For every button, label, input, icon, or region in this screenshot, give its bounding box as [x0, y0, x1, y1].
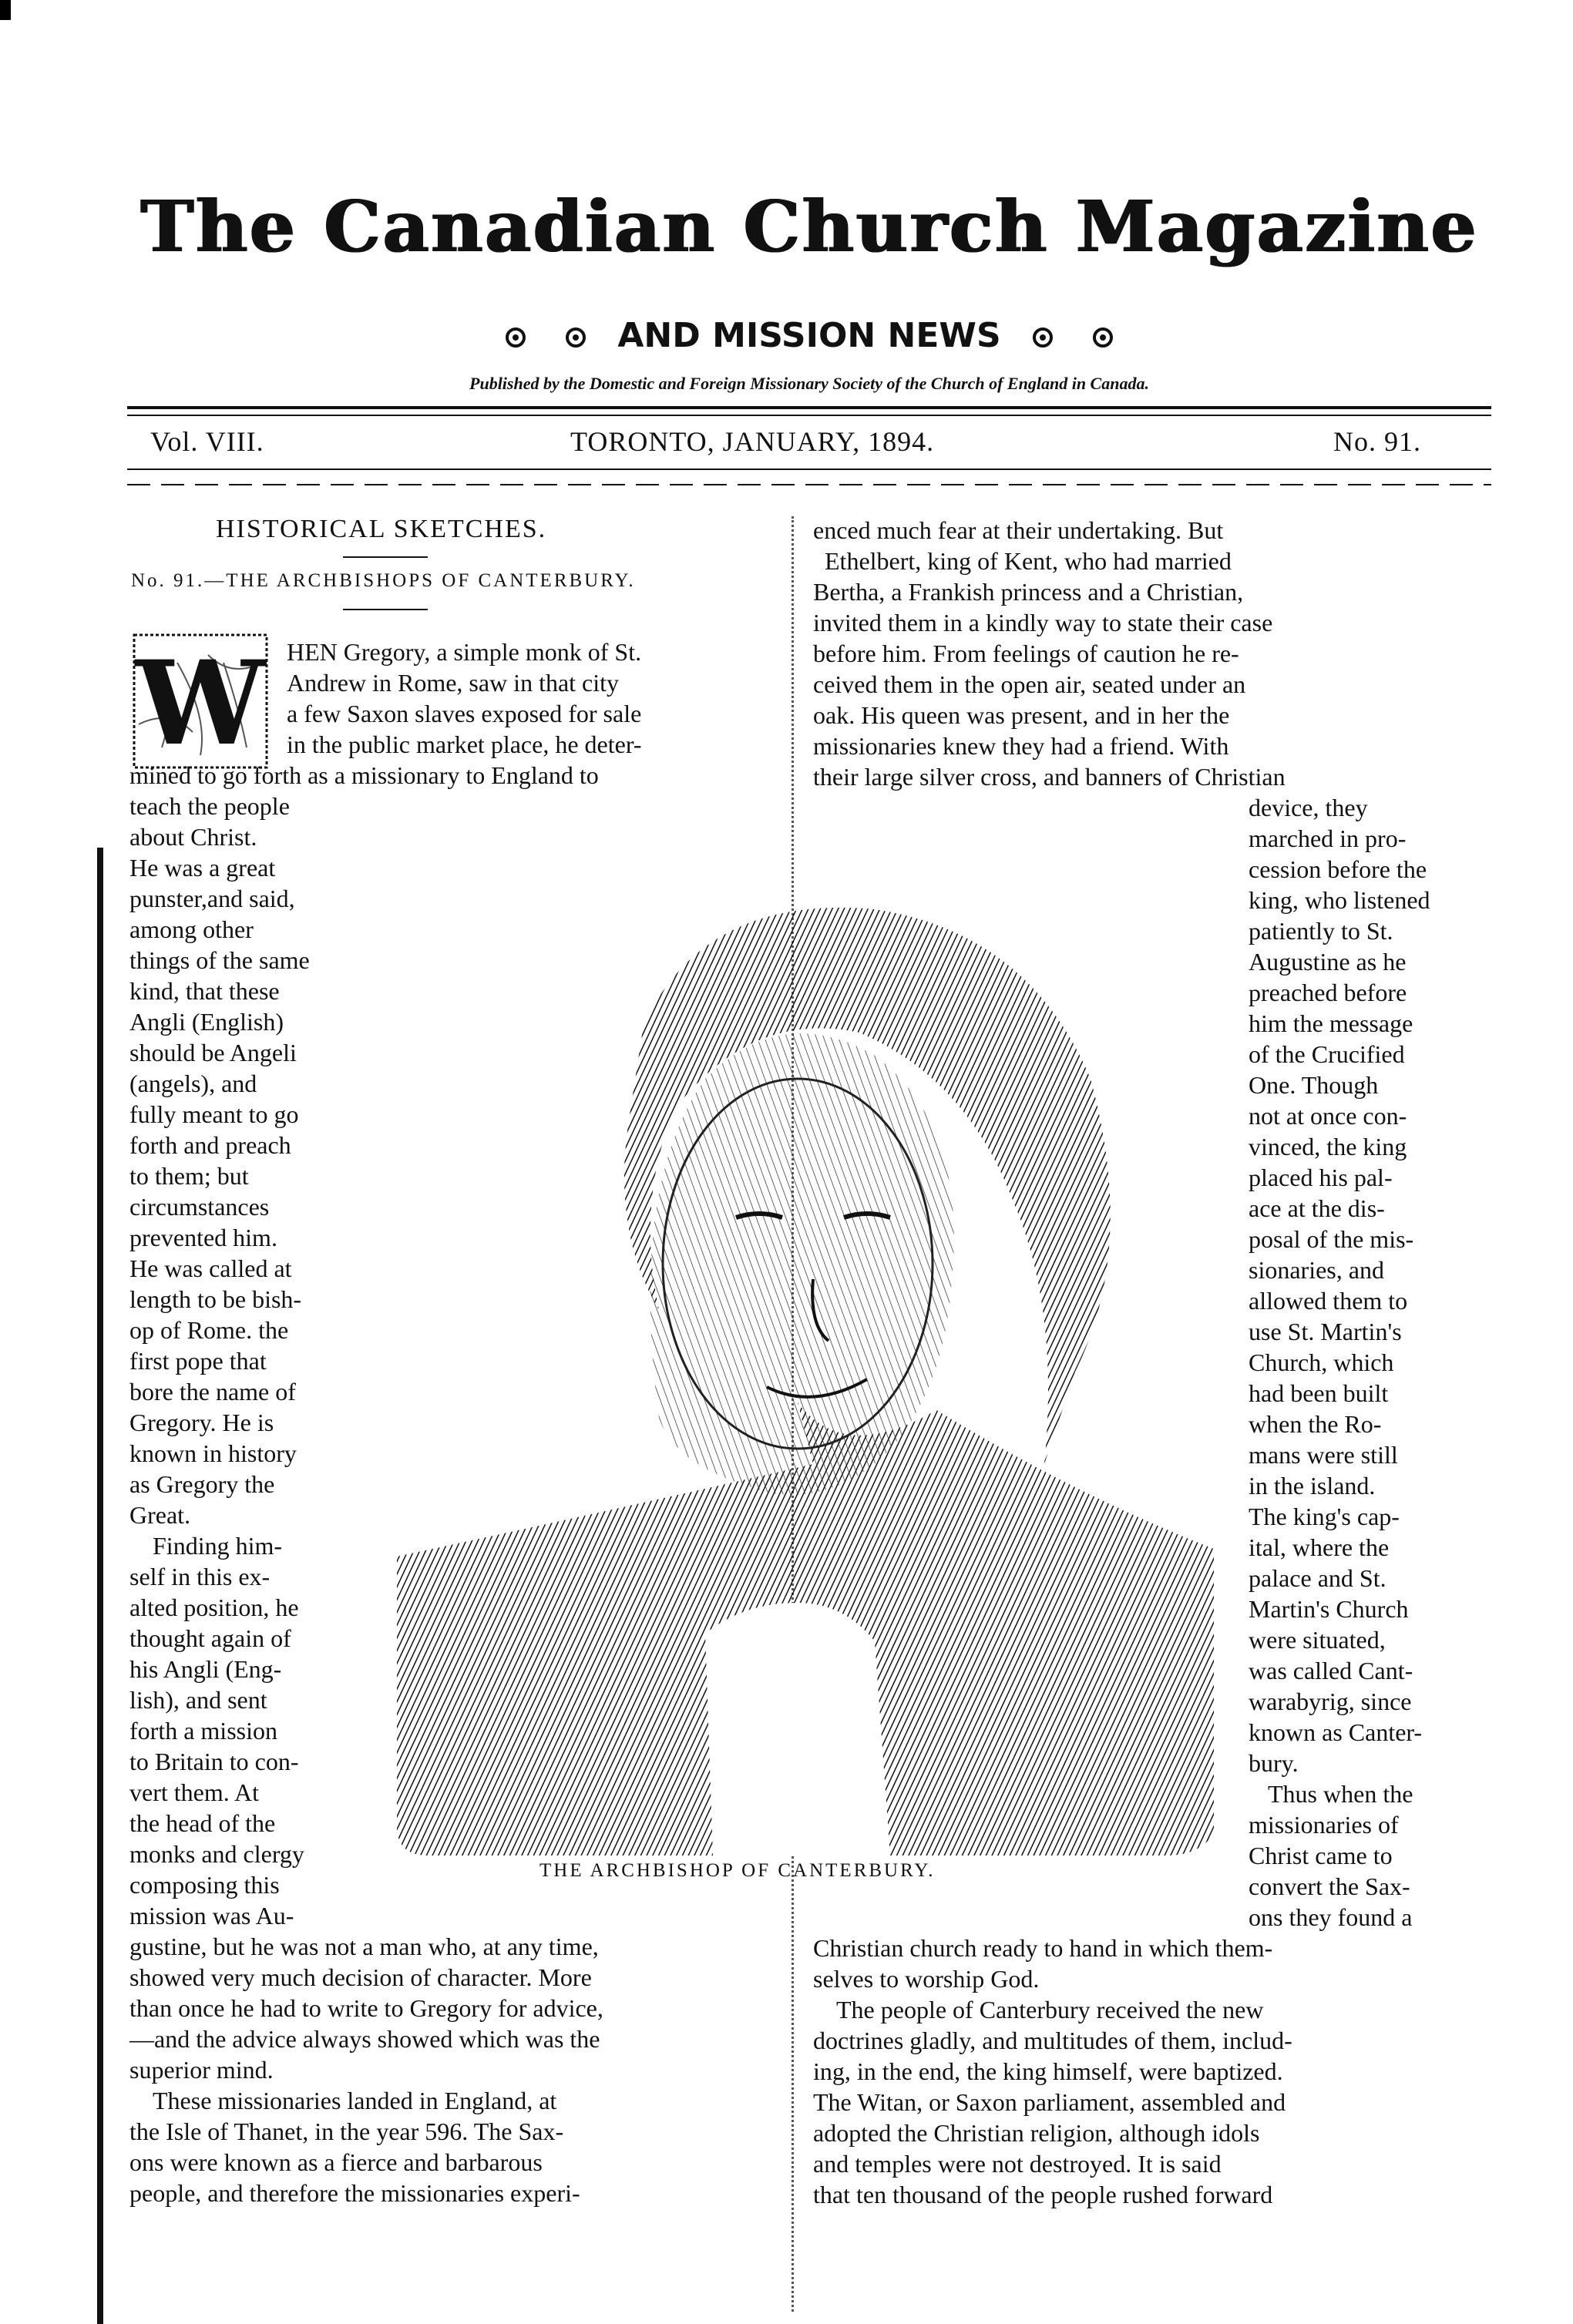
text-line: as Gregory the: [129, 1470, 275, 1498]
text-line: placed his pal-: [1249, 1164, 1393, 1191]
ornament-dot-icon: [1033, 327, 1053, 348]
text-line: HEN Gregory, a simple monk of St.: [287, 638, 642, 666]
text-line: length to be bish-: [129, 1285, 302, 1313]
text-line: —and the advice always showed which was the: [129, 2025, 600, 2053]
text-line: kind, that these: [129, 977, 280, 1005]
text-line: He was a great: [129, 854, 276, 882]
text-line: cession before the: [1249, 855, 1427, 883]
drop-cap-letter: W: [135, 636, 266, 771]
text-line: Martin's Church: [1249, 1595, 1409, 1623]
text-line: than once he had to write to Gregory for advice,: [129, 1994, 603, 2022]
issue-volume: Vol. VIII.: [150, 426, 264, 457]
text-line: ceived them in the open air, seated under an: [813, 670, 1246, 698]
text-line: bury.: [1249, 1749, 1299, 1777]
article-heading: HISTORICAL SKETCHES.: [216, 515, 547, 543]
text-line: oak. His queen was present, and in her the: [813, 701, 1230, 729]
drop-cap: [131, 632, 270, 771]
text-line: the Isle of Thanet, in the year 596. The Sax-: [129, 2117, 564, 2145]
text-line: him the message: [1249, 1009, 1413, 1037]
text-line: composing this: [129, 1871, 280, 1899]
text-line: punster,and said,: [129, 885, 295, 912]
text-line: to them; but: [129, 1162, 249, 1190]
text-line: their large silver cross, and banners of Christian: [813, 763, 1286, 791]
text-line: Angli (English): [129, 1008, 284, 1036]
text-line: bore the name of: [129, 1378, 296, 1405]
text-line: were situated,: [1249, 1626, 1386, 1654]
text-line: known in history: [129, 1439, 297, 1467]
text-line: Christian church ready to hand in which them-: [813, 1934, 1273, 1962]
text-line: ital, where the: [1249, 1533, 1390, 1561]
issue-date: TORONTO, JANUARY, 1894.: [570, 426, 935, 457]
text-line: before him. From feelings of caution he re-: [813, 640, 1239, 667]
text-line: forth and preach: [129, 1131, 291, 1159]
text-line: should be Angeli: [129, 1039, 297, 1066]
text-line: and temples were not destroyed. It is said: [813, 2150, 1222, 2178]
text-line: These missionaries landed in England, at: [153, 2087, 557, 2114]
ornament-dot-icon: [1093, 327, 1113, 348]
article-subheading: No. 91.—THE ARCHBISHOPS OF CANTERBURY.: [131, 570, 636, 591]
issue-rule: [127, 468, 1491, 470]
text-line: alted position, he: [129, 1594, 299, 1621]
text-line: Church, which: [1249, 1348, 1394, 1376]
text-line: mans were still: [1249, 1441, 1398, 1469]
text-line: in the island.: [1249, 1472, 1376, 1500]
text-line: superior mind.: [129, 2056, 274, 2084]
dashed-rule: [127, 484, 1491, 485]
text-line: marched in pro-: [1249, 824, 1407, 852]
text-line: palace and St.: [1249, 1564, 1386, 1592]
text-line: Christ came to: [1249, 1842, 1393, 1869]
text-line: allowed them to: [1249, 1287, 1408, 1315]
scan-corner-mark: [0, 0, 11, 20]
heading-rule: [343, 609, 428, 610]
text-line: king, who listened: [1249, 886, 1430, 914]
masthead-subtitle-row: [116, 316, 1503, 355]
text-line: first pope that: [129, 1347, 267, 1375]
text-line: missionaries of: [1249, 1811, 1399, 1839]
text-line: Gregory. He is: [129, 1409, 274, 1436]
masthead-rule: [127, 406, 1491, 409]
text-line: ons were known as a fierce and barbarous: [129, 2148, 543, 2176]
text-line: thought again of: [129, 1624, 291, 1652]
text-line: forth a mission: [129, 1717, 277, 1745]
text-line: posal of the mis-: [1249, 1225, 1414, 1253]
publisher-line: Published by the Domestic and Foreign Missionary Society of the Church of England in Canada.: [469, 374, 1149, 393]
issue-number: No. 91.: [1333, 426, 1421, 457]
text-line: monks and clergy: [129, 1840, 304, 1868]
text-line: invited them in a kindly way to state their case: [813, 609, 1273, 636]
text-line: sionaries, and: [1249, 1256, 1384, 1284]
text-line: mission was Au-: [129, 1902, 294, 1929]
text-line: gustine, but he was not a man who, at any time,: [129, 1933, 599, 1960]
text-line: the head of the: [129, 1809, 276, 1837]
text-line: showed very much decision of character. More: [129, 1963, 592, 1991]
text-line: things of the same: [129, 946, 310, 974]
text-line: prevented him.: [129, 1224, 277, 1251]
text-line: device, they: [1249, 794, 1368, 821]
text-line: (angels), and: [129, 1070, 257, 1097]
text-line: selves to worship God.: [813, 1965, 1040, 1993]
masthead-rule: [127, 415, 1491, 416]
text-line: vert them. At: [129, 1778, 259, 1806]
text-line: ing, in the end, the king himself, were baptized.: [813, 2057, 1283, 2085]
text-line: ons they found a: [1249, 1903, 1413, 1931]
text-line: fully meant to go: [129, 1100, 299, 1128]
text-line: mined to go forth as a missionary to England to: [129, 761, 599, 789]
text-line: a few Saxon slaves exposed for sale: [287, 700, 642, 727]
text-line: vinced, the king: [1249, 1133, 1407, 1160]
ornament-dot-icon: [566, 327, 586, 348]
text-line: in the public market place, he deter-: [287, 730, 642, 758]
text-line: preached before: [1249, 979, 1407, 1006]
heading-rule: [343, 556, 428, 558]
text-line: Augustine as he: [1249, 948, 1407, 976]
text-line: his Angli (Eng-: [129, 1655, 282, 1683]
text-line: self in this ex-: [129, 1563, 271, 1590]
text-line: op of Rome. the: [129, 1316, 289, 1344]
text-line: Great.: [129, 1501, 191, 1529]
text-line: about Christ.: [129, 823, 257, 851]
masthead-subtitle: AND MISSION NEWS: [617, 316, 1001, 355]
text-line: people, and therefore the missionaries experi-: [129, 2179, 580, 2207]
text-line: convert the Sax-: [1249, 1872, 1410, 1900]
text-line: The king's cap-: [1249, 1503, 1400, 1530]
text-line: Thus when the: [1268, 1780, 1413, 1808]
text-line: that ten thousand of the people rushed forward: [813, 2181, 1273, 2208]
text-line: The Witan, or Saxon parliament, assembled and: [813, 2088, 1286, 2116]
text-line: was called Cant-: [1249, 1657, 1413, 1684]
text-line: He was called at: [129, 1254, 292, 1282]
text-line: warabyrig, since: [1249, 1688, 1412, 1715]
text-line: lish), and sent: [129, 1686, 267, 1714]
text-line: patiently to St.: [1249, 917, 1393, 945]
text-line: enced much fear at their undertaking. But: [813, 516, 1224, 544]
text-line: of the Crucified: [1249, 1040, 1405, 1068]
masthead-title: The Canadian Church Magazine: [140, 185, 1478, 268]
text-line: not at once con-: [1249, 1102, 1407, 1130]
portrait-caption: THE ARCHBISHOP OF CANTERBURY.: [539, 1860, 936, 1881]
text-line: Bertha, a Frankish princess and a Christian,: [813, 578, 1244, 606]
text-line: ace at the dis-: [1249, 1194, 1385, 1222]
text-line: use St. Martin's: [1249, 1318, 1402, 1345]
ornament-dot-icon: [506, 327, 526, 348]
text-line: Andrew in Rome, saw in that city: [287, 669, 620, 697]
text-line: among other: [129, 915, 254, 943]
text-line: teach the people: [129, 792, 290, 820]
text-line: had been built: [1249, 1379, 1389, 1407]
text-line: One. Though: [1249, 1071, 1379, 1099]
text-line: Finding him-: [153, 1532, 283, 1560]
page-spine-edge: [97, 848, 103, 2324]
text-line: to Britain to con-: [129, 1748, 299, 1775]
text-line: doctrines gladly, and multitudes of them, includ-: [813, 2027, 1292, 2054]
text-line: The people of Canterbury received the new: [836, 1996, 1264, 2023]
text-line: when the Ro-: [1249, 1410, 1382, 1438]
text-line: Ethelbert, king of Kent, who had married: [825, 547, 1232, 575]
text-line: adopted the Christian religion, although idols: [813, 2119, 1260, 2147]
text-line: known as Canter-: [1249, 1718, 1423, 1746]
text-line: missionaries knew they had a friend. With: [813, 732, 1229, 760]
text-line: circumstances: [129, 1193, 270, 1221]
archbishop-portrait: [381, 878, 1214, 1857]
